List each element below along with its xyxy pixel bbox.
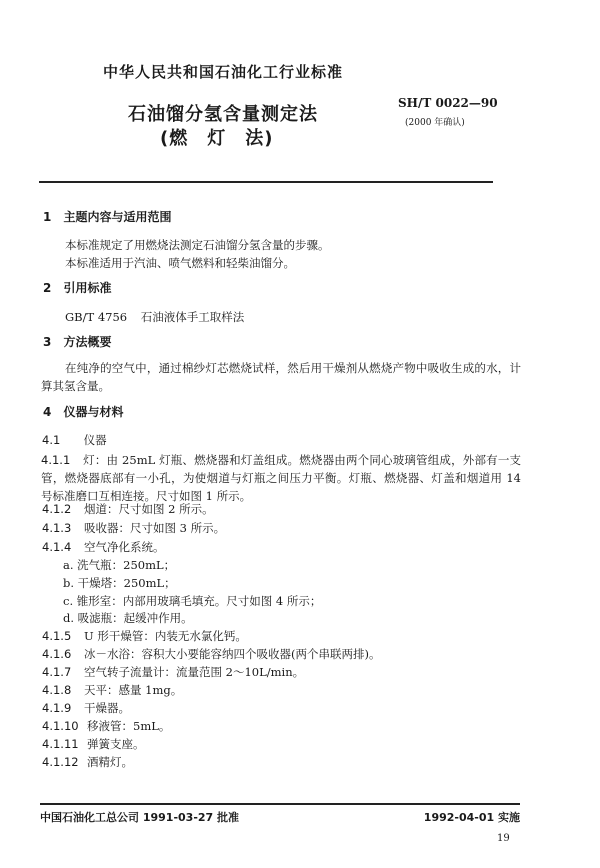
- item-4-1-7: [42, 664, 304, 680]
- item-number: 4.1.2: [42, 502, 72, 516]
- item-number: 4.1.10: [42, 719, 79, 733]
- item-number: 4.1.11: [42, 737, 79, 751]
- section-title: 引用标准: [63, 281, 112, 295]
- subitem-c: c. 锥形室：内部用玻璃毛填充。尺寸如图 4 所示；: [63, 594, 322, 608]
- section-number: 3: [43, 335, 52, 349]
- header-rule: [39, 181, 493, 183]
- item-number: 4.1.9: [42, 701, 72, 715]
- item-text: 空气转子流量计：流量范围 2～10L/min。: [84, 665, 305, 679]
- item-4-1-4: [42, 539, 165, 555]
- item-text: 弹簧支座。: [87, 737, 145, 751]
- issuer-heading: 中华人民共和国石油化工行业标准: [103, 63, 344, 81]
- item-text: 灯：由 25mL 灯瓶、燃烧器和灯盖组成。燃烧器由两个同心玻璃管组成，外部有一支管，燃烧器底部有一小孔，为使烟道与灯瓶之间压力平衡。灯瓶、燃烧器、灯盖和烟道用 14 号标准磨口互相连接。尺寸如图 1 所示。: [41, 453, 521, 503]
- item-text: 空气净化系统。: [84, 540, 165, 554]
- section-number: 4: [43, 405, 52, 419]
- item-4-1-3: [42, 520, 225, 536]
- item-4-1-11: [42, 736, 145, 752]
- section-title: 主题内容与适用范围: [63, 210, 172, 224]
- item-text: 天平：感量 1mg。: [84, 683, 183, 697]
- section-number: 1: [43, 210, 52, 224]
- reference-code: GB/T 4756: [65, 310, 128, 324]
- item-text: 移液管：5mL。: [87, 719, 171, 733]
- item-number: 4.1.8: [42, 683, 72, 697]
- item-number: 4.1.1: [41, 453, 71, 467]
- subsection-number: 4.1: [42, 433, 61, 447]
- confirmation-note: (2000 年确认): [405, 118, 465, 128]
- item-4-1-10: [42, 718, 170, 734]
- subitem-a: a. 洗气瓶：250mL；: [63, 558, 176, 572]
- item-text: 吸收器：尺寸如图 3 所示。: [84, 521, 226, 535]
- section-2-heading: [43, 280, 112, 296]
- section-number: 2: [43, 281, 52, 295]
- item-4-1-9: [42, 700, 130, 716]
- document-subtitle: (燃 灯 法): [160, 128, 274, 149]
- item-number: 4.1.5: [42, 629, 72, 643]
- item-text: U 形干燥管：内装无水氯化钙。: [84, 629, 247, 643]
- item-4-1-2: [42, 501, 214, 517]
- page-number: 19: [497, 833, 510, 844]
- reference-title: 石油液体手工取样法: [140, 310, 245, 324]
- item-number: 4.1.6: [42, 647, 72, 661]
- approval-note: 中国石油化工总公司 1991-03-27 批准: [40, 811, 240, 824]
- section-3-paragraph: 在纯净的空气中，通过棉纱灯芯燃烧试样，然后用干燥剂从燃烧产物中吸收生成的水，计算其氢含量。: [41, 361, 521, 393]
- effective-date: 1992-04-01 实施: [423, 811, 520, 824]
- item-4-1-8: [42, 682, 182, 698]
- section-1-heading: [43, 209, 172, 225]
- section-title: 仪器与材料: [63, 405, 124, 419]
- section-4-heading: [43, 404, 124, 420]
- item-text: 干燥器。: [84, 701, 130, 715]
- item-4-1-5: [42, 628, 247, 644]
- subsection-4-1: [42, 432, 107, 448]
- subitem-b: b. 干燥塔：250mL；: [63, 576, 176, 590]
- reference-entry: [65, 309, 244, 325]
- item-4-1-6: [42, 646, 380, 662]
- subitem-d: d. 吸滤瓶：起缓冲作用。: [63, 611, 193, 625]
- item-text: 酒精灯。: [87, 755, 133, 769]
- item-number: 4.1.12: [42, 755, 79, 769]
- item-number: 4.1.4: [42, 540, 72, 554]
- document-title: 石油馏分氢含量测定法: [128, 104, 318, 125]
- subsection-title: 仪器: [83, 433, 107, 447]
- section-title: 方法概要: [63, 335, 112, 349]
- section-3-heading: [43, 334, 112, 350]
- item-4-1-1: [41, 451, 521, 505]
- item-number: 4.1.7: [42, 665, 72, 679]
- standard-code: SH/T 0022—90: [398, 96, 498, 110]
- item-number: 4.1.3: [42, 521, 72, 535]
- item-text: 冰－水浴：容积大小要能容纳四个吸收器(两个串联两排)。: [84, 647, 381, 661]
- section-1-line-2: 本标准适用于汽油、喷气燃料和轻柴油馏分。: [65, 256, 295, 270]
- item-4-1-12: [42, 754, 133, 770]
- footer-rule: [40, 803, 520, 805]
- item-text: 烟道：尺寸如图 2 所示。: [84, 502, 214, 516]
- section-1-line-1: 本标准规定了用燃烧法测定石油馏分氢含量的步骤。: [65, 238, 330, 252]
